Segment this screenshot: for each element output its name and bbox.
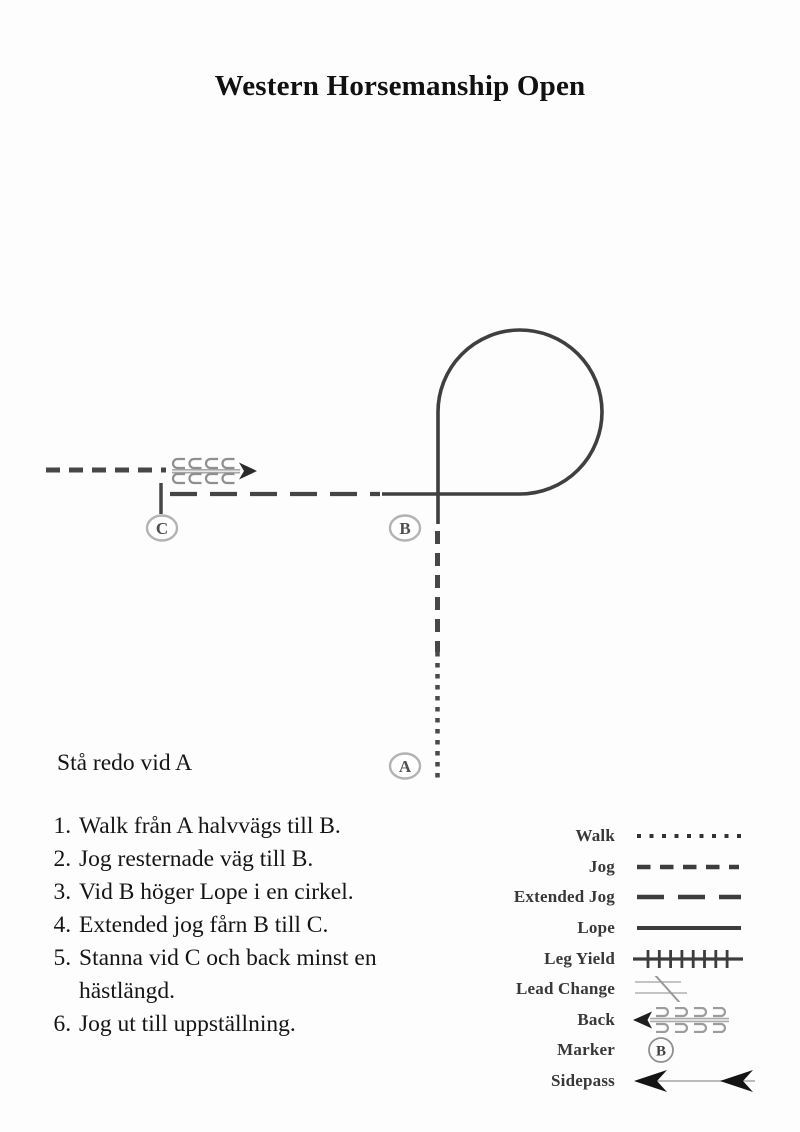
legend-label-sidepass: Sidepass <box>551 1071 615 1091</box>
legend-label-leg-yield: Leg Yield <box>544 948 615 968</box>
legend-label-lope: Lope <box>577 918 615 938</box>
back-symbol <box>172 459 257 483</box>
instruction-item-4: 4. Extended jog fårn B till C. <box>77 909 435 942</box>
marker-circle-symbol <box>631 1036 761 1064</box>
hoofprint-row-top <box>173 459 234 468</box>
legend-label-back: Back <box>577 1009 615 1029</box>
legend-label-jog: Jog <box>588 856 615 876</box>
instruction-item-2: 2. Jog resternade väg till B. <box>77 843 435 876</box>
hoofprint-row-bottom <box>173 474 234 483</box>
legend-row-leg-yield <box>470 943 770 974</box>
marker-a-label: A <box>398 756 412 776</box>
legend-row-jog <box>470 852 770 883</box>
marker-b-label: B <box>399 518 411 538</box>
page-title: Western Horsemanship Open <box>214 70 586 102</box>
leg-yield-hatched-symbol <box>631 946 761 972</box>
instruction-item-5: 5. Stanna vid C och back minst en hästlängd. <box>77 942 435 1008</box>
instruction-item-3: 3. Vid B höger Lope i en cirkel. <box>77 876 435 909</box>
legend-row-lope <box>470 913 770 944</box>
legend-label-lead-change: Lead Change <box>515 979 615 999</box>
extended-jog-line-symbol <box>631 884 761 910</box>
legend-label-walk: Walk <box>575 826 615 846</box>
instruction-list <box>48 810 435 1041</box>
marker-b <box>390 516 420 541</box>
marker-c-label: C <box>155 518 169 538</box>
legend-row-back <box>470 1005 770 1036</box>
lead-change-symbol <box>631 976 761 1002</box>
legend-row-walk <box>470 821 770 852</box>
legend-row-marker <box>470 1035 770 1066</box>
back-arrowhead-legend <box>633 1011 652 1028</box>
instruction-item-1: 1. Walk från A halvvägs till B. <box>77 810 435 843</box>
marker-a <box>390 754 420 779</box>
walk-dotted-line-symbol <box>631 823 761 849</box>
back-symbol-legend <box>631 1007 761 1033</box>
legend-row-sidepass <box>470 1066 770 1097</box>
legend-label-extended-jog: Extended Jog <box>513 887 615 907</box>
instruction-item-6: 6. Jog ut till uppställning. <box>77 1008 435 1041</box>
legend-marker-letter: B <box>655 1043 667 1060</box>
sidepass-symbol <box>631 1068 761 1094</box>
ready-text: Stå redo vid A <box>57 750 193 776</box>
marker-c <box>147 516 177 541</box>
jog-dashed-line-symbol <box>631 854 761 880</box>
back-arrowhead <box>239 463 257 480</box>
lope-solid-line-symbol <box>631 915 761 941</box>
legend-row-extended-jog <box>470 882 770 913</box>
legend-row-lead-change <box>470 974 770 1005</box>
legend <box>470 821 770 1096</box>
lope-loop <box>382 330 602 524</box>
legend-label-marker: Marker <box>557 1040 615 1060</box>
